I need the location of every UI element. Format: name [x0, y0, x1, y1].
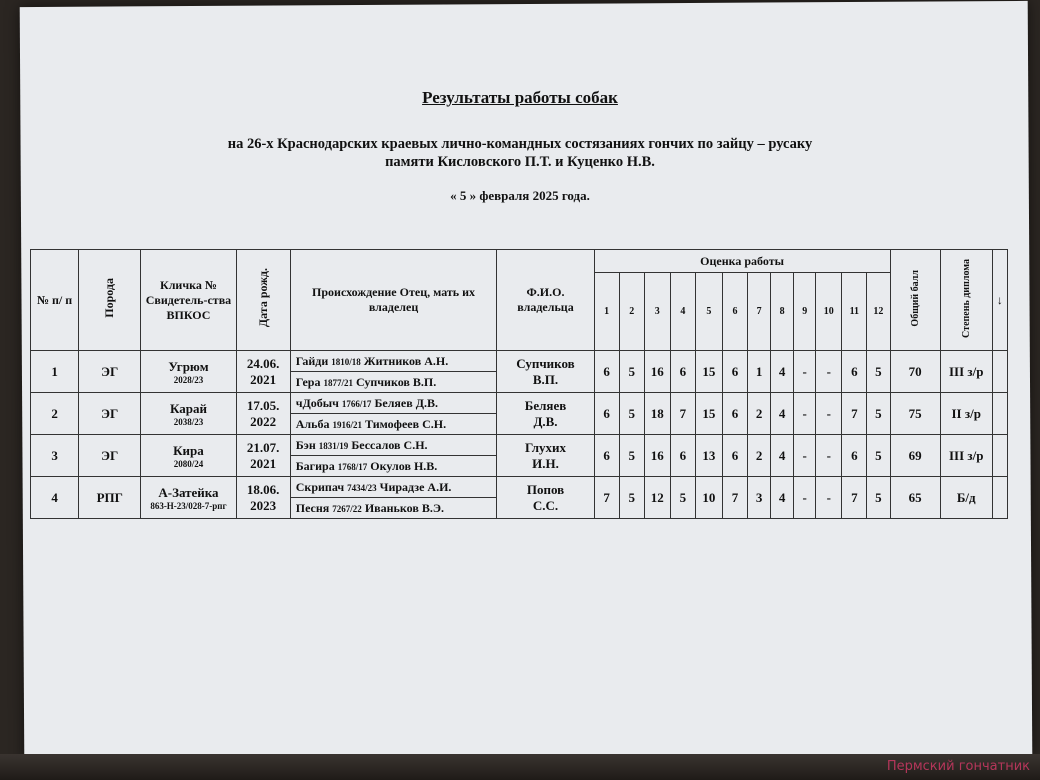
row-score: 6 — [842, 435, 867, 477]
table-row — [31, 435, 1008, 456]
row-extra — [992, 435, 1007, 477]
owner-surname: Глухих — [524, 439, 567, 455]
row-score: 16 — [644, 435, 670, 477]
owner-initials: И.Н. — [532, 455, 559, 471]
mother-owner: Окулов Н.В. — [370, 458, 438, 473]
row-father — [290, 351, 497, 372]
row-score: 5 — [867, 477, 890, 519]
row-num: 4 — [31, 477, 79, 519]
header-score-col: 1 — [594, 273, 619, 351]
row-breed: ЭГ — [79, 435, 141, 477]
father-name: Скрипач — [295, 479, 345, 494]
owner-surname: Попов — [526, 481, 565, 497]
row-score: 3 — [748, 477, 771, 519]
row-score: 7 — [722, 477, 747, 519]
row-birth — [236, 477, 290, 519]
row-score: 2 — [748, 435, 771, 477]
dog-cert: 2080/24 — [173, 458, 204, 469]
row-score: 15 — [695, 393, 722, 435]
father-owner: Житников А.Н. — [363, 353, 449, 368]
row-score: 5 — [619, 435, 644, 477]
father-owner: Чирадзе А.И. — [379, 479, 452, 494]
father-name: чДобыч — [295, 395, 339, 410]
header-score-col: 2 — [619, 273, 644, 351]
father-reg: 1831/19 — [318, 440, 349, 451]
row-score: 7 — [842, 477, 867, 519]
owner-initials: В.П. — [532, 371, 559, 387]
row-score: 5 — [619, 393, 644, 435]
row-birth — [236, 393, 290, 435]
row-score: 6 — [594, 393, 619, 435]
row-score: 12 — [644, 477, 670, 519]
row-mother — [290, 456, 497, 477]
header-origin: Происхождение Отец, мать их владелец — [290, 250, 497, 351]
row-score: 4 — [771, 351, 794, 393]
row-score: 7 — [842, 393, 867, 435]
birth-year: 2021 — [250, 371, 277, 387]
header-score-col: 4 — [670, 273, 695, 351]
table-row — [31, 393, 1008, 414]
row-extra — [992, 477, 1007, 519]
row-dog-name — [141, 435, 236, 477]
row-score: 5 — [867, 393, 890, 435]
header-total: Общий балл — [890, 250, 940, 351]
row-breed: РПГ — [79, 477, 141, 519]
header-score-col: 7 — [748, 273, 771, 351]
row-total: 65 — [890, 477, 940, 519]
row-mother — [290, 372, 497, 393]
table-edge — [0, 754, 1040, 780]
header-birth: Дата рожд. — [236, 250, 290, 351]
row-score: - — [816, 477, 842, 519]
father-reg: 1766/17 — [341, 398, 372, 409]
row-num: 1 — [31, 351, 79, 393]
row-father — [290, 435, 497, 456]
row-mother — [290, 414, 497, 435]
document-subtitle — [160, 135, 880, 171]
row-score: 6 — [722, 435, 747, 477]
row-owner — [497, 477, 594, 519]
row-score: 5 — [867, 435, 890, 477]
birth-date: 18.06. — [246, 481, 280, 497]
header-diploma: Степень диплома — [940, 250, 992, 351]
dog-name: Карай — [169, 400, 207, 416]
mother-owner: Тимофеев С.Н. — [365, 416, 447, 431]
row-extra — [992, 393, 1007, 435]
row-breed: ЭГ — [79, 393, 141, 435]
mother-name: Альба — [295, 416, 330, 431]
row-owner — [497, 351, 594, 393]
row-score: 7 — [670, 393, 695, 435]
row-score: 13 — [695, 435, 722, 477]
row-score: 6 — [594, 435, 619, 477]
header-row — [31, 250, 1008, 273]
mother-reg: 7267/22 — [332, 503, 362, 514]
mother-reg: 1877/21 — [323, 377, 353, 388]
table-row — [31, 477, 1008, 498]
row-score: 4 — [771, 477, 794, 519]
row-owner — [497, 435, 594, 477]
row-score: 5 — [670, 477, 695, 519]
row-score: 6 — [722, 351, 747, 393]
row-score: - — [794, 477, 816, 519]
row-diploma: III з/р — [940, 435, 992, 477]
header-name: Кличка № Свидетель-ства ВПКОС — [141, 250, 236, 351]
row-breed: ЭГ — [79, 351, 141, 393]
father-name: Бэн — [295, 437, 316, 452]
father-owner: Беляев Д.В. — [374, 395, 438, 410]
row-score: 4 — [771, 393, 794, 435]
dog-cert: 863-Н-23/028-7-рпг — [150, 500, 227, 511]
father-owner: Бессалов С.Н. — [351, 437, 428, 452]
header-score-col: 8 — [771, 273, 794, 351]
mother-name: Песня — [295, 500, 330, 515]
row-score: 6 — [594, 351, 619, 393]
father-reg: 1810/18 — [331, 356, 361, 367]
row-score: 5 — [867, 351, 890, 393]
mother-owner: Супчиков В.П. — [356, 374, 437, 389]
birth-year: 2022 — [250, 413, 277, 429]
mother-reg: 1916/21 — [332, 419, 363, 430]
header-owner: Ф.И.О. владельца — [497, 250, 594, 351]
birth-date: 24.06. — [246, 355, 280, 371]
row-father — [290, 393, 497, 414]
row-owner — [497, 393, 594, 435]
row-score: 6 — [670, 351, 695, 393]
header-extra: ↓ — [992, 250, 1007, 351]
row-diploma: III з/р — [940, 351, 992, 393]
dog-name: Угрюм — [168, 358, 209, 374]
owner-initials: С.С. — [532, 497, 559, 513]
row-total: 69 — [890, 435, 940, 477]
mother-name: Багира — [295, 458, 335, 473]
row-score: 4 — [771, 435, 794, 477]
dog-name: А-Затейка — [158, 484, 219, 500]
header-score-col: 9 — [794, 273, 816, 351]
row-dog-name — [141, 351, 236, 393]
row-score: 5 — [619, 477, 644, 519]
row-dog-name — [141, 393, 236, 435]
owner-initials: Д.В. — [533, 413, 558, 429]
row-num: 3 — [31, 435, 79, 477]
mother-owner: Иваньков В.Э. — [364, 500, 444, 515]
row-score: - — [816, 435, 842, 477]
dog-cert: 2038/23 — [173, 416, 204, 427]
birth-year: 2023 — [250, 497, 277, 513]
dog-name: Кира — [173, 442, 204, 458]
document-title: Результаты работы собак — [422, 88, 618, 107]
header-score-col: 10 — [816, 273, 842, 351]
row-num: 2 — [31, 393, 79, 435]
owner-surname: Беляев — [524, 397, 567, 413]
row-diploma: Б/д — [940, 477, 992, 519]
mother-reg: 1768/17 — [337, 461, 368, 472]
header-num: № п/ п — [31, 250, 79, 351]
header-score-col: 5 — [695, 273, 722, 351]
father-name: Гайди — [295, 353, 329, 368]
row-score: 6 — [842, 351, 867, 393]
row-diploma: II з/р — [940, 393, 992, 435]
row-score: 16 — [644, 351, 670, 393]
row-score: 6 — [670, 435, 695, 477]
birth-date: 21.07. — [246, 439, 280, 455]
row-score: - — [794, 351, 816, 393]
row-dog-name — [141, 477, 236, 519]
row-birth — [236, 435, 290, 477]
header-score-col: 6 — [722, 273, 747, 351]
header-score-group: Оценка работы — [594, 250, 890, 273]
father-reg: 7434/23 — [347, 482, 377, 493]
birth-date: 17.05. — [246, 397, 280, 413]
row-score: 18 — [644, 393, 670, 435]
row-score: 6 — [722, 393, 747, 435]
row-score: 7 — [594, 477, 619, 519]
row-score: - — [794, 435, 816, 477]
row-score: - — [794, 393, 816, 435]
birth-year: 2021 — [250, 455, 277, 471]
row-birth — [236, 351, 290, 393]
header-score-col: 3 — [644, 273, 670, 351]
owner-surname: Супчиков — [516, 355, 575, 371]
subtitle-line-2: памяти Кисловского П.Т. и Куценко Н.В. — [385, 154, 655, 170]
row-score: 15 — [695, 351, 722, 393]
row-mother — [290, 498, 497, 519]
mother-name: Гера — [295, 374, 321, 389]
row-score: - — [816, 393, 842, 435]
watermark: Пермский гончатник — [886, 759, 1030, 774]
table-row — [31, 351, 1008, 372]
row-total: 75 — [890, 393, 940, 435]
row-score: 5 — [619, 351, 644, 393]
header-score-col: 12 — [867, 273, 890, 351]
header-breed: Порода — [79, 250, 141, 351]
subtitle-line-1: на 26-х Краснодарских краевых лично-командных состязаниях гончих по зайцу – русаку — [227, 136, 813, 152]
row-extra — [992, 351, 1007, 393]
row-score: 10 — [695, 477, 722, 519]
row-total: 70 — [890, 351, 940, 393]
row-score: - — [816, 351, 842, 393]
header-score-col: 11 — [842, 273, 867, 351]
results-table — [30, 249, 1008, 519]
dog-cert: 2028/23 — [173, 374, 204, 385]
row-score: 2 — [748, 393, 771, 435]
row-score: 1 — [748, 351, 771, 393]
document-date: « 5 » февраля 2025 года. — [450, 188, 590, 203]
row-father — [290, 477, 497, 498]
